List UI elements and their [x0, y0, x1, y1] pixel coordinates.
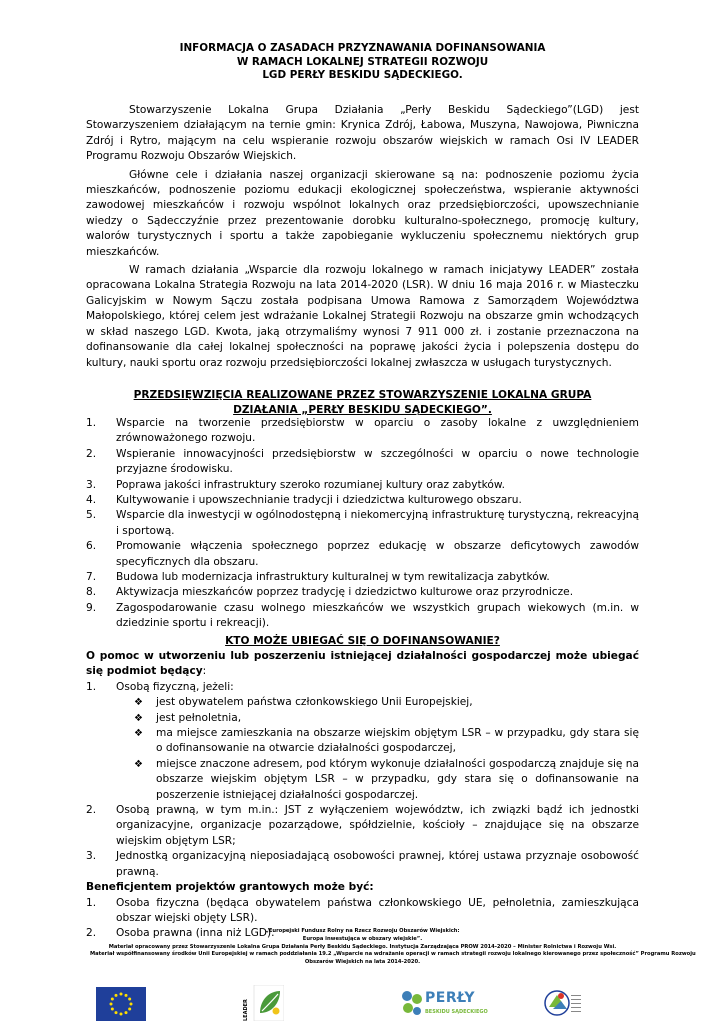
list-item-text: Kultywowanie i upowszechnianie tradycji i dziedzictwa kulturowego obszaru.	[116, 494, 522, 507]
intro-paragraph-2: Główne cele i działania naszej organizacji skierowane są na: podnoszenie poziomu życia mieszkańców, podnoszenie poziomu edukacji ekologicznej społeczeństwa, wspieranie aktywności zawodowej mieszkańców i rozwoju wspólnot lokalnych oraz przedsiębiorczości, upowszechnianie wiedzy o Sądecczyźnie przez prezentowanie dorobku kulturalno-społecznego, promocję kultury, walorów turystycznych i sportu a także zapobieganie wykluczeniu społecznemu niektórych grup mieszkańców.	[86, 168, 639, 258]
list-item-text: Aktywizacja mieszkańców poprzez tradycję i dziedzictwo kulturowe oraz przyrodnicze.	[116, 586, 574, 599]
grant-beneficiaries-heading: Beneficjentem projektów grantowych może być:	[86, 881, 374, 894]
list-item-text: Promowanie włączenia społecznego poprzez edukację w obszarze deficytowych zawodów specyficznych dla obszaru.	[116, 540, 639, 568]
list-item	[86, 447, 639, 478]
list-item-text: jest obywatelem państwa członkowskiego Unii Europejskiej,	[156, 696, 473, 709]
initiatives-list-section	[86, 416, 639, 632]
section-initiatives-heading-line-1: PRZEDSIĘWZIĘCIA REALIZOWANE PRZEZ STOWARZYSZENIE LOKALNA GRUPA	[133, 389, 592, 401]
initiatives-list	[86, 416, 639, 632]
list-item-number: 5.	[86, 509, 97, 522]
eligibility-section	[86, 649, 639, 942]
list-item-number: 3.	[86, 850, 97, 863]
footer-line-1: „Europejski Fundusz Rolny na Rzecz Rozwoju Obszarów Wiejskich:	[265, 928, 460, 934]
list-item-text: Osobą prawną, w tym m.in.: JST z wyłączeniem województw, ich związki bądź ich jednostki organizacyjne, organizacje pozarządowe, spółdzielnie, kościoły – znajdujące się na obszarze wiejskim objętym LSR;	[116, 804, 639, 847]
footer-line-5: Obszarów Wiejskich na lata 2014-2020.	[304, 959, 421, 966]
list-item-text: ma miejsce zamieszkania na obszarze wiejskim objętym LSR – w przypadku, gdy stara się o dofinansowanie na otwarcie działalności gospodarczej,	[156, 727, 639, 755]
list-item-number: 9.	[86, 601, 97, 614]
list-item	[86, 711, 639, 726]
diamond-bullet-icon: ❖	[134, 712, 143, 724]
list-item-text: Zagospodarowanie czasu wolnego mieszkańców we wszystkich grupach wiekowych (m.in. w dziedzinie sportu i rekreacji).	[116, 601, 639, 630]
perly-logo-title: PERŁY	[425, 990, 476, 1006]
title-line-1: INFORMACJA O ZASADACH PRZYZNAWANIA DOFINANSOWANIA	[179, 42, 546, 54]
list-item-text: Poprawa jakości infrastruktury szeroko rozumianej kultury oraz zabytków.	[116, 478, 505, 491]
diamond-bullet-icon: ❖	[134, 728, 143, 740]
eu-star-icon	[125, 1011, 128, 1014]
perly-logo	[400, 987, 488, 1021]
logo-bar	[0, 985, 725, 1021]
eu-flag-logo	[96, 987, 146, 1021]
list-item-text: Wspieranie innowacyjności przedsiębiorstw w szczególności w oparciu o nowe technologie przyjazne środowisku.	[116, 447, 639, 476]
list-item-text: jest pełnoletnia,	[156, 711, 242, 724]
list-item	[86, 680, 639, 695]
title-line-3: LGD PERŁY BESKIDU SĄDECKIEGO.	[262, 69, 463, 81]
list-item	[86, 585, 639, 600]
list-item-text: miejsce znaczone adresem, pod którym wykonuje działalności gospodarczą znajduje się na obszarze wiejskim objętym LSR – w przypadku, gdy stara się o dofinansowanie na poszerzenie istniejącej działalności gospodarczej.	[156, 757, 640, 801]
leader-logo	[243, 985, 284, 1021]
eu-star-icon	[120, 1013, 123, 1016]
natural-person-conditions	[86, 695, 639, 803]
list-item	[86, 757, 639, 803]
list-item-number: 2.	[86, 927, 97, 940]
intro-paragraph-3: W ramach działania „Wsparcie dla rozwoju lokalnego w ramach inicjatywy LEADER” została opracowana Lokalna Strategia Rozwoju na lata 2014-2020 (LSR). W dniu 16 maja 2016 r. w Miasteczku Galicyjskim w Nowym Sączu została podpisana Umowa Ramowa z Samorządem Województwa Małopolskiego, której celem jest wdrażanie Lokalnej Strategii Rozwoju na obszarze gmin wchodzących w skład naszego LGD. Kwota, jaką otrzymaliśmy wynosi 7 911 000 zł. i zostanie przeznaczona na dofinansowanie dla całej lokalnej społeczności na poprawę jakości życia i polepszenia dostępu do kultury, nauki sportu oraz rozwoju przedsiębiorczości lokalnej zwłaszcza w usługach turystycznych.	[86, 264, 639, 369]
eu-star-icon	[130, 1003, 133, 1006]
eu-star-icon	[115, 1011, 118, 1014]
list-item-text: Osoba prawna (inna niż LGD).	[116, 927, 275, 940]
list-item	[86, 849, 639, 880]
section-eligibility-heading: KTO MOŻE UBIEGAĆ SIĘ O DOFINANSOWANIE?	[225, 635, 500, 647]
list-item-text: Wsparcie na tworzenie przedsiębiorstw w oparciu o zasoby lokalne z uwzględnieniem zrównoważonego rozwoju.	[116, 417, 639, 445]
list-item-number: 4.	[86, 494, 97, 507]
footer-line-2: Europa inwestująca w obszary wiejskie”.	[302, 935, 423, 942]
diamond-bullet-icon: ❖	[134, 758, 143, 770]
footer-line-3: Materiał opracowany przez Stowarzyszenie Lokalna Grupa Działania Perły Beskidu Sądeckiego. Instytucja Zarządzająca PROW 2014-2020 – Minister Rolnictwa i Rozwoju Wsi.	[108, 943, 617, 950]
list-item	[86, 539, 639, 570]
eligibility-lead-colon: :	[202, 665, 207, 678]
list-item-text: Jednostką organizacyjną nieposiadającą osobowości prawnej, której ustawa przyznaje osobowość prawną.	[116, 850, 639, 878]
title-line-2: W RAMACH LOKALNEJ STRATEGII ROZWOJU	[236, 55, 489, 68]
perly-logo-subtitle: BESKIDU SĄDECKIEGO	[425, 1009, 488, 1015]
section-initiatives-heading-line-2: DZIAŁANIA „PERŁY BESKIDU SĄDECKIEGO”.	[233, 403, 492, 416]
intro-section	[86, 103, 639, 371]
list-item	[86, 896, 639, 927]
list-item-number: 3.	[86, 478, 97, 491]
eligibility-list-continued	[86, 803, 639, 880]
diamond-bullet-icon: ❖	[134, 697, 143, 709]
eu-star-icon	[120, 993, 123, 996]
list-item-text: Osoba fizyczna (będąca obywatelem państwa członkowskiego UE, pełnoletnia, zamieszkująca obszar wiejski objęty LSR).	[116, 896, 639, 924]
list-item-text: Wsparcie dla inwestycji w ogólnodostępną i niekomercyjną infrastrukturę turystyczną, rekreacyjną i sportową.	[116, 509, 639, 537]
eligibility-lead-text: O pomoc w utworzeniu lub poszerzeniu istniejącej działalności gospodarczej może ubiegać się podmiot będący	[86, 650, 639, 678]
list-item-number: 6.	[86, 540, 97, 553]
eu-star-icon	[128, 1008, 131, 1011]
list-item	[86, 493, 639, 508]
list-item-number: 1.	[86, 417, 97, 429]
section-initiatives-heading	[86, 388, 639, 417]
list-item-text: Budowa lub modernizacja infrastruktury kulturalnej w tym rewitalizacja zabytków.	[116, 571, 550, 584]
eligibility-list	[86, 680, 639, 695]
intro-paragraph-1: Stowarzyszenie Lokalna Grupa Działania „Perły Beskidu Sądeckiego”(LGD) jest Stowarzyszeniem działającym na ternie gmin: Krynica Zdrój, Łabowa, Muszyna, Nawojowa, Piwniczna Zdrój i Rytro, mającym na celu wspieranie rozwoju obszarów wiejskich w ramach Osi IV LEADER Programu Rozwoju Obszarów Wiejskich.	[86, 104, 639, 163]
list-item-number: 2.	[86, 447, 97, 460]
eu-star-icon	[111, 998, 114, 1001]
eu-star-icon	[110, 1003, 113, 1006]
list-item	[86, 695, 639, 710]
prow-emblem-logo	[543, 985, 583, 1021]
list-item	[86, 416, 639, 447]
perly-pearls-icon	[400, 989, 424, 1017]
list-item	[86, 601, 639, 632]
list-item-number: 2.	[86, 804, 97, 817]
footer-line-4: Materiał współfinansowany środków Unii Europejskiej w ramach poddziałania 19.2 „Wsparcie na wdrażanie operacji w ramach strategii rozwoju lokalnego kierowanego przez społeczność” Programu Rozwoju	[90, 951, 696, 958]
list-item	[86, 570, 639, 585]
list-item	[86, 803, 639, 849]
list-item-number: 1.	[86, 680, 97, 693]
list-item-number: 1.	[86, 896, 97, 909]
document-title	[0, 42, 725, 83]
list-item-text: Osobą fizyczną, jeżeli:	[116, 680, 234, 693]
list-item-number: 8.	[86, 586, 97, 599]
eu-star-icon	[125, 994, 128, 997]
list-item	[86, 726, 639, 757]
eu-star-icon	[115, 994, 118, 997]
list-item-number: 7.	[86, 571, 97, 584]
eligibility-lead	[86, 649, 639, 680]
leader-label: LEADER	[243, 999, 249, 1021]
eu-star-icon	[111, 1008, 114, 1011]
list-item	[86, 508, 639, 539]
funding-footer	[90, 928, 696, 967]
list-item	[86, 478, 639, 493]
eu-star-icon	[128, 998, 131, 1001]
